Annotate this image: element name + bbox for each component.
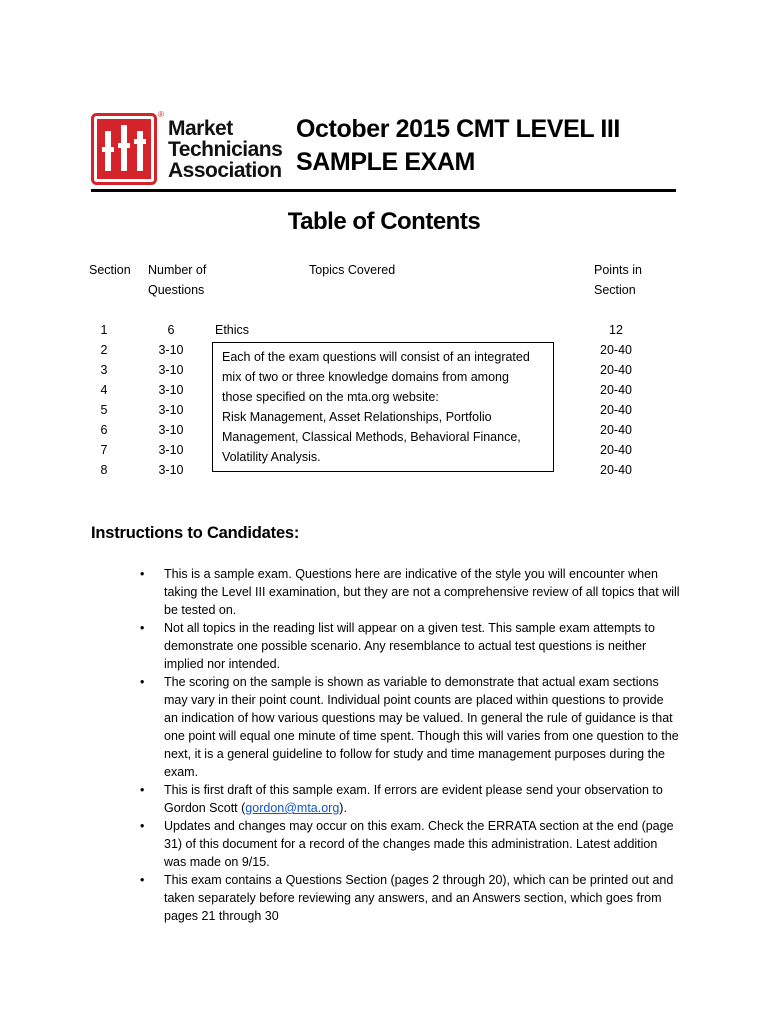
instruction-text: This exam contains a Questions Section (pages 2 through 20), which can be printed out and taken separately before reviewing any answers, and an Answers section, which goes from pages 21 through 30 [164,873,674,923]
logo-line: Technicians [168,138,283,161]
col-header-topics: Topics Covered [309,263,396,277]
col-header-number: Number of [148,263,207,277]
logo-wordmark [168,118,286,181]
logo-line: Association [168,159,282,182]
toc-cell-section: 1 [100,323,108,337]
bullet-icon: • [140,675,145,689]
toc-cell-questions: 3-10 [158,403,184,417]
toc-cell-points: 20-40 [600,363,632,377]
toc-cell-points: 20-40 [600,383,632,397]
instructions-heading: Instructions to Candidates: [91,524,300,542]
mta-logo-icon [91,113,157,185]
col-header-section: Section [89,263,131,277]
toc-cell-points: 20-40 [600,463,632,477]
exam-title-line2: SAMPLE EXAM [296,148,475,176]
toc-cell-section: 7 [100,443,108,457]
toc-cell-questions: 3-10 [158,423,184,437]
toc-cell-section: 4 [100,383,108,397]
instruction-text: This is a sample exam. Questions here are indicative of the style you will encounter when taking the Level III examination, but they are not a comprehensive review of all topics that will be tested on. [164,567,680,617]
toc-cell-section: 8 [100,463,108,477]
instruction-text: The scoring on the sample is shown as variable to demonstrate that actual exam sections may vary in their point count. Individual point counts are placed within questions to provide an indication of how various questions may be valued. In general the rule of guidance is that one point will equal one minute of time spent. Though this will varies from one question to the next, it is a general guideline to follow for study and time management purposes during the exam. [164,675,679,779]
toc-cell-points: 20-40 [600,403,632,417]
toc-cell-questions: 3-10 [158,383,184,397]
toc-cell-points: 12 [609,323,623,337]
toc-cell-section: 3 [100,363,108,377]
toc-cell-questions: 3-10 [158,343,184,357]
toc-cell-section: 5 [100,403,108,417]
instructions-list [140,565,680,925]
instruction-text: Updates and changes may occur on this exam. Check the ERRATA section at the end (page 31) of this document for a record of the changes made this administration. Latest addition was made on 9/15. [164,819,674,869]
list-item [140,871,680,925]
bullet-icon: • [140,783,145,797]
list-item [140,673,680,781]
email-link[interactable]: gordon@mta.org [245,801,340,815]
bullet-icon: • [140,819,145,833]
topics-box-text: Each of the exam questions will consist of an integrated mix of two or three knowledge domains from among those specified on the mta.org website: Risk Management, Asset Relationships, Portfolio Management, Classical Methods, Behavioral Finance, Volatility Analysis. [222,350,530,464]
instruction-text: ). [339,801,347,815]
toc-cell-points: 20-40 [600,343,632,357]
toc-cell-section: 6 [100,423,108,437]
col-header-points: Section [594,283,636,297]
bullet-icon: • [140,567,145,581]
list-item [140,565,680,619]
logo-line: Market [168,117,233,140]
bullet-icon: • [140,873,145,887]
toc-cell-points: 20-40 [600,423,632,437]
toc-cell-questions: 3-10 [158,443,184,457]
list-item [140,781,680,817]
toc-cell-section: 2 [100,343,108,357]
toc-cell-questions: 3-10 [158,363,184,377]
exam-title [296,113,620,179]
col-header-points: Points in [594,263,642,277]
col-header-number: Questions [148,283,205,297]
toc-heading: Table of Contents [287,208,481,235]
header-divider [91,189,676,192]
bullet-icon: • [140,621,145,635]
toc-cell-questions: 3-10 [158,463,184,477]
topics-box [212,342,554,472]
ethics-topic: Ethics [215,323,250,337]
toc-cell-points: 20-40 [600,443,632,457]
exam-title-line1: October 2015 CMT LEVEL III [296,115,620,143]
toc-cell-questions: 6 [167,323,175,337]
registered-mark: ® [158,110,164,119]
list-item [140,619,680,673]
instruction-text: Not all topics in the reading list will appear on a given test. This sample exam attempts to demonstrate one possible scenario. Any resemblance to actual test questions is neither implied nor intended. [164,621,655,671]
instruction-text: This is first draft of this sample exam. If errors are evident please send your observation to Gordon Scott ( [164,783,663,815]
list-item [140,817,680,871]
